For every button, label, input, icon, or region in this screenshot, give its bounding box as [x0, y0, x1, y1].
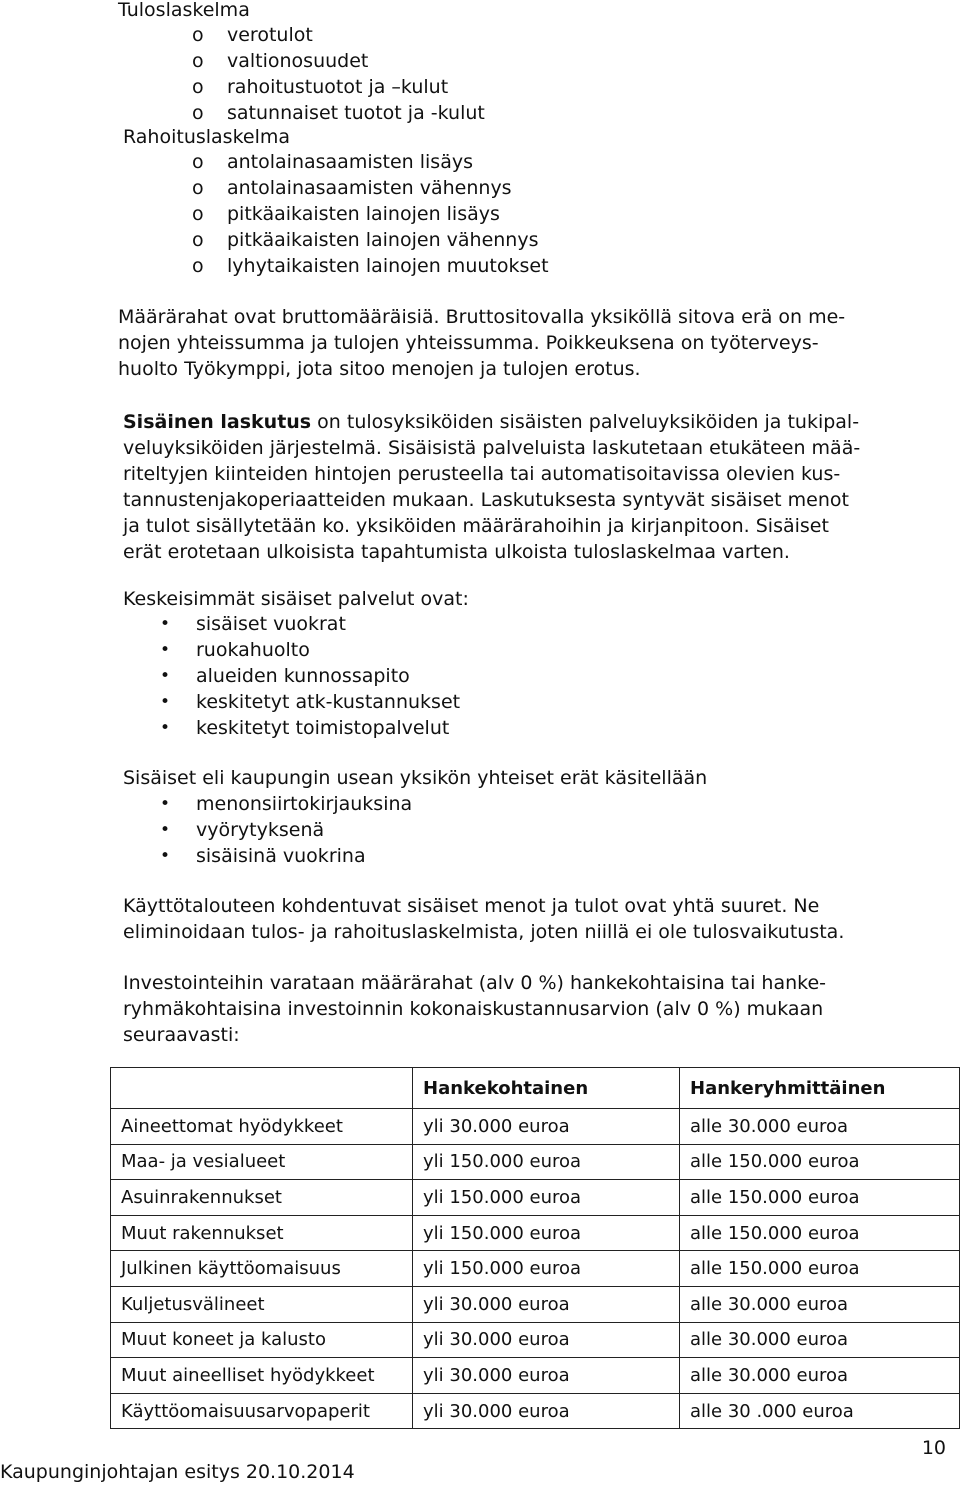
o-bullet-icon: o [192, 102, 204, 124]
sisainen-laskutus-term: Sisäinen laskutus [123, 411, 312, 433]
table-row [111, 1358, 960, 1394]
table-cell: alle 150.000 euroa [680, 1144, 960, 1180]
bullet-dot-icon: • [160, 820, 171, 840]
table-cell: yli 150.000 euroa [413, 1144, 680, 1180]
table-cell: yli 150.000 euroa [413, 1251, 680, 1287]
table-cell: Muut aineelliset hyödykkeet [111, 1358, 413, 1394]
page-footer: Kaupunginjohtajan esitys 20.10.2014 [0, 1461, 355, 1483]
o-bullet-icon: o [192, 255, 204, 277]
table-header-cell [111, 1068, 413, 1109]
table-row [111, 1251, 960, 1287]
table-cell: alle 30.000 euroa [680, 1109, 960, 1145]
o-bullet-icon: o [192, 177, 204, 199]
table-cell: Maa- ja vesialueet [111, 1144, 413, 1180]
table-cell: yli 30.000 euroa [413, 1358, 680, 1394]
table-cell: alle 30.000 euroa [680, 1286, 960, 1322]
yhteiset-heading: Sisäiset eli kaupungin usean yksikön yhteiset erät käsitellään [123, 767, 708, 789]
table-cell: Muut koneet ja kalusto [111, 1322, 413, 1358]
table-row [111, 1144, 960, 1180]
table-cell: Asuinrakennukset [111, 1180, 413, 1216]
paragraph-line: nojen yhteissumma ja tulojen yhteissumma. Poikkeuksena on työterveys- [118, 332, 819, 354]
page-number: 10 [921, 1437, 946, 1459]
paragraph-line: Sisäinen laskutus on tulosyksiköiden sisäisten palveluyksiköiden ja tukipal- [123, 411, 860, 433]
table-cell: yli 30.000 euroa [413, 1286, 680, 1322]
table-cell: Aineettomat hyödykkeet [111, 1109, 413, 1145]
table-cell: Julkinen käyttöomaisuus [111, 1251, 413, 1287]
investment-limits-table [110, 1067, 960, 1429]
table-cell: yli 150.000 euroa [413, 1215, 680, 1251]
paragraph-line: eliminoidaan tulos- ja rahoituslaskelmista, joten niillä ei ole tulosvaikutusta. [123, 921, 845, 943]
table-row [111, 1109, 960, 1145]
table-cell: Käyttöomaisuusarvopaperit [111, 1393, 413, 1429]
bullet-dot-icon: • [160, 794, 171, 814]
o-bullet-icon: o [192, 203, 204, 225]
o-bullet-icon: o [192, 50, 204, 72]
bullet-dot-icon: • [160, 614, 171, 634]
paragraph-line: erät erotetaan ulkoisista tapahtumista ulkoista tuloslaskelmaa varten. [123, 541, 790, 563]
table-cell: yli 30.000 euroa [413, 1322, 680, 1358]
table-header-cell: Hankekohtainen [413, 1068, 680, 1109]
paragraph-line: Investointeihin varataan määrärahat (alv 0 %) hankekohtaisina tai hanke- [123, 972, 826, 994]
table-cell: alle 150.000 euroa [680, 1180, 960, 1216]
paragraph-line: huolto Työkymppi, jota sitoo menojen ja tulojen erotus. [118, 358, 641, 380]
o-bullet-icon: o [192, 229, 204, 251]
table-cell: Muut rakennukset [111, 1215, 413, 1251]
paragraph-line: seuraavasti: [123, 1024, 240, 1046]
investoinnit-paragraph [123, 970, 943, 1048]
table-header-row [111, 1068, 960, 1109]
o-bullet-icon: o [192, 151, 204, 173]
rahoituslaskelma-heading: Rahoituslaskelma [123, 126, 291, 148]
o-bullet-icon: o [192, 76, 204, 98]
table-cell: alle 30 .000 euroa [680, 1393, 960, 1429]
table-cell: yli 30.000 euroa [413, 1393, 680, 1429]
paragraph-line: ja tulot sisällytetään ko. yksiköiden määrärahoihin ja kirjanpitoon. Sisäiset [123, 515, 829, 537]
table-row [111, 1393, 960, 1429]
bullet-dot-icon: • [160, 718, 171, 738]
o-bullet-icon: o [192, 24, 204, 46]
table-cell: alle 150.000 euroa [680, 1251, 960, 1287]
table-cell: alle 30.000 euroa [680, 1358, 960, 1394]
table-cell: Kuljetusvälineet [111, 1286, 413, 1322]
table-cell: yli 150.000 euroa [413, 1180, 680, 1216]
table-cell: alle 150.000 euroa [680, 1215, 960, 1251]
paragraph-line: riteltyjen kiinteiden hintojen perusteella tai automatisoitavissa olevien kus- [123, 463, 841, 485]
table-row [111, 1215, 960, 1251]
paragraph-line: tannustenjakoperiaatteiden mukaan. Laskutuksesta syntyvät sisäiset menot [123, 489, 849, 511]
table-cell: alle 30.000 euroa [680, 1322, 960, 1358]
keskeisimmat-heading: Keskeisimmät sisäiset palvelut ovat: [123, 588, 469, 610]
maararahat-paragraph [118, 304, 938, 382]
paragraph-line: veluyksiköiden järjestelmä. Sisäisistä palveluista laskutetaan etukäteen mää- [123, 437, 861, 459]
paragraph-line: Määrärahat ovat bruttomääräisiä. Bruttositovalla yksiköllä sitova erä on me- [118, 306, 846, 328]
paragraph-line: Käyttötalouteen kohdentuvat sisäiset menot ja tulot ovat yhtä suuret. Ne [123, 895, 820, 917]
bullet-dot-icon: • [160, 692, 171, 712]
table-cell: yli 30.000 euroa [413, 1109, 680, 1145]
bullet-dot-icon: • [160, 846, 171, 866]
kayttotalous-paragraph [123, 893, 943, 945]
table-row [111, 1286, 960, 1322]
table-header-cell: Hankeryhmittäinen [680, 1068, 960, 1109]
tuloslaskelma-heading: Tuloslaskelma [118, 0, 250, 21]
table-row [111, 1322, 960, 1358]
table-row [111, 1180, 960, 1216]
bullet-dot-icon: • [160, 640, 171, 660]
sisainen-laskutus-paragraph [123, 409, 943, 565]
bullet-dot-icon: • [160, 666, 171, 686]
paragraph-line: ryhmäkohtaisina investoinnin kokonaiskustannusarvion (alv 0 %) mukaan [123, 998, 824, 1020]
